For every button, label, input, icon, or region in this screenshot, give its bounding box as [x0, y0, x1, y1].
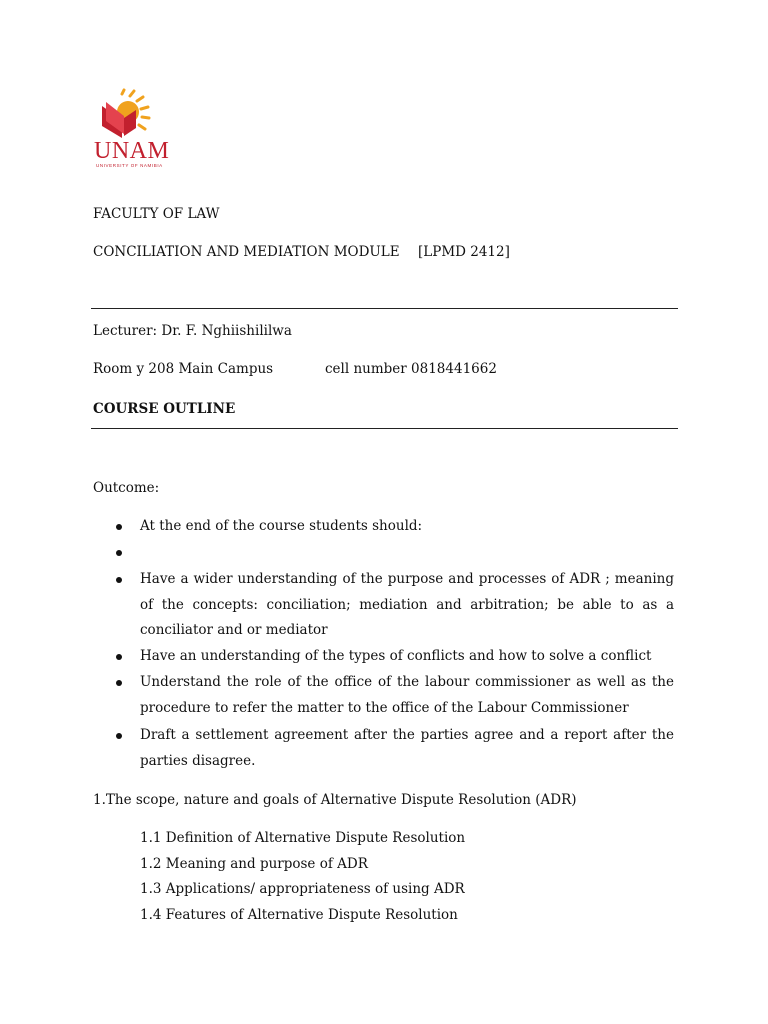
course-outline-heading: COURSE OUTLINE [93, 401, 236, 417]
divider-top [91, 308, 678, 309]
bullet-dot [116, 577, 122, 583]
section-item: 1.1 Definition of Alternative Dispute Resolution [140, 830, 466, 846]
module-title: CONCILIATION AND MEDIATION MODULE [93, 244, 400, 260]
bullet-dot [116, 524, 122, 530]
module-code: [LPMD 2412] [418, 244, 510, 260]
faculty-heading: FACULTY OF LAW [93, 206, 220, 222]
outcome-bullet: Draft a settlement agreement after the parties agree and a report after the parties disagree. [140, 727, 674, 769]
outcome-label: Outcome: [93, 480, 160, 496]
logo-wordmark: UNAM [94, 138, 170, 164]
section-item: 1.2 Meaning and purpose of ADR [140, 856, 368, 872]
bullet-dot [116, 550, 122, 556]
room-line: Room y 208 Main Campus [93, 361, 274, 377]
outcome-bullet: At the end of the course students should: [140, 518, 423, 534]
section-1-title: 1.The scope, nature and goals of Alternative Dispute Resolution (ADR) [93, 792, 577, 808]
outcome-bullet: Have an understanding of the types of conflicts and how to solve a conflict [140, 648, 652, 664]
bullet-dot [116, 680, 122, 686]
outcome-bullet: Have a wider understanding of the purpose and processes of ADR ; meaning of the concepts: conciliation; mediation and arbitration; be able to as a conciliator and or mediator [140, 571, 674, 638]
section-item: 1.3 Applications/ appropriateness of using ADR [140, 881, 465, 897]
section-item: 1.4 Features of Alternative Dispute Resolution [140, 907, 458, 923]
divider-bottom [91, 428, 678, 429]
cell-number: cell number 0818441662 [325, 361, 497, 377]
lecturer-line: Lecturer: Dr. F. Nghiishililwa [93, 323, 292, 339]
bullet-dot [116, 654, 122, 660]
outcome-bullet: Understand the role of the office of the labour commissioner as well as the procedure to refer the matter to the office of the Labour Commissioner [140, 674, 674, 716]
bullet-dot [116, 733, 122, 739]
logo-subtitle: UNIVERSITY OF NAMIBIA [96, 163, 163, 168]
